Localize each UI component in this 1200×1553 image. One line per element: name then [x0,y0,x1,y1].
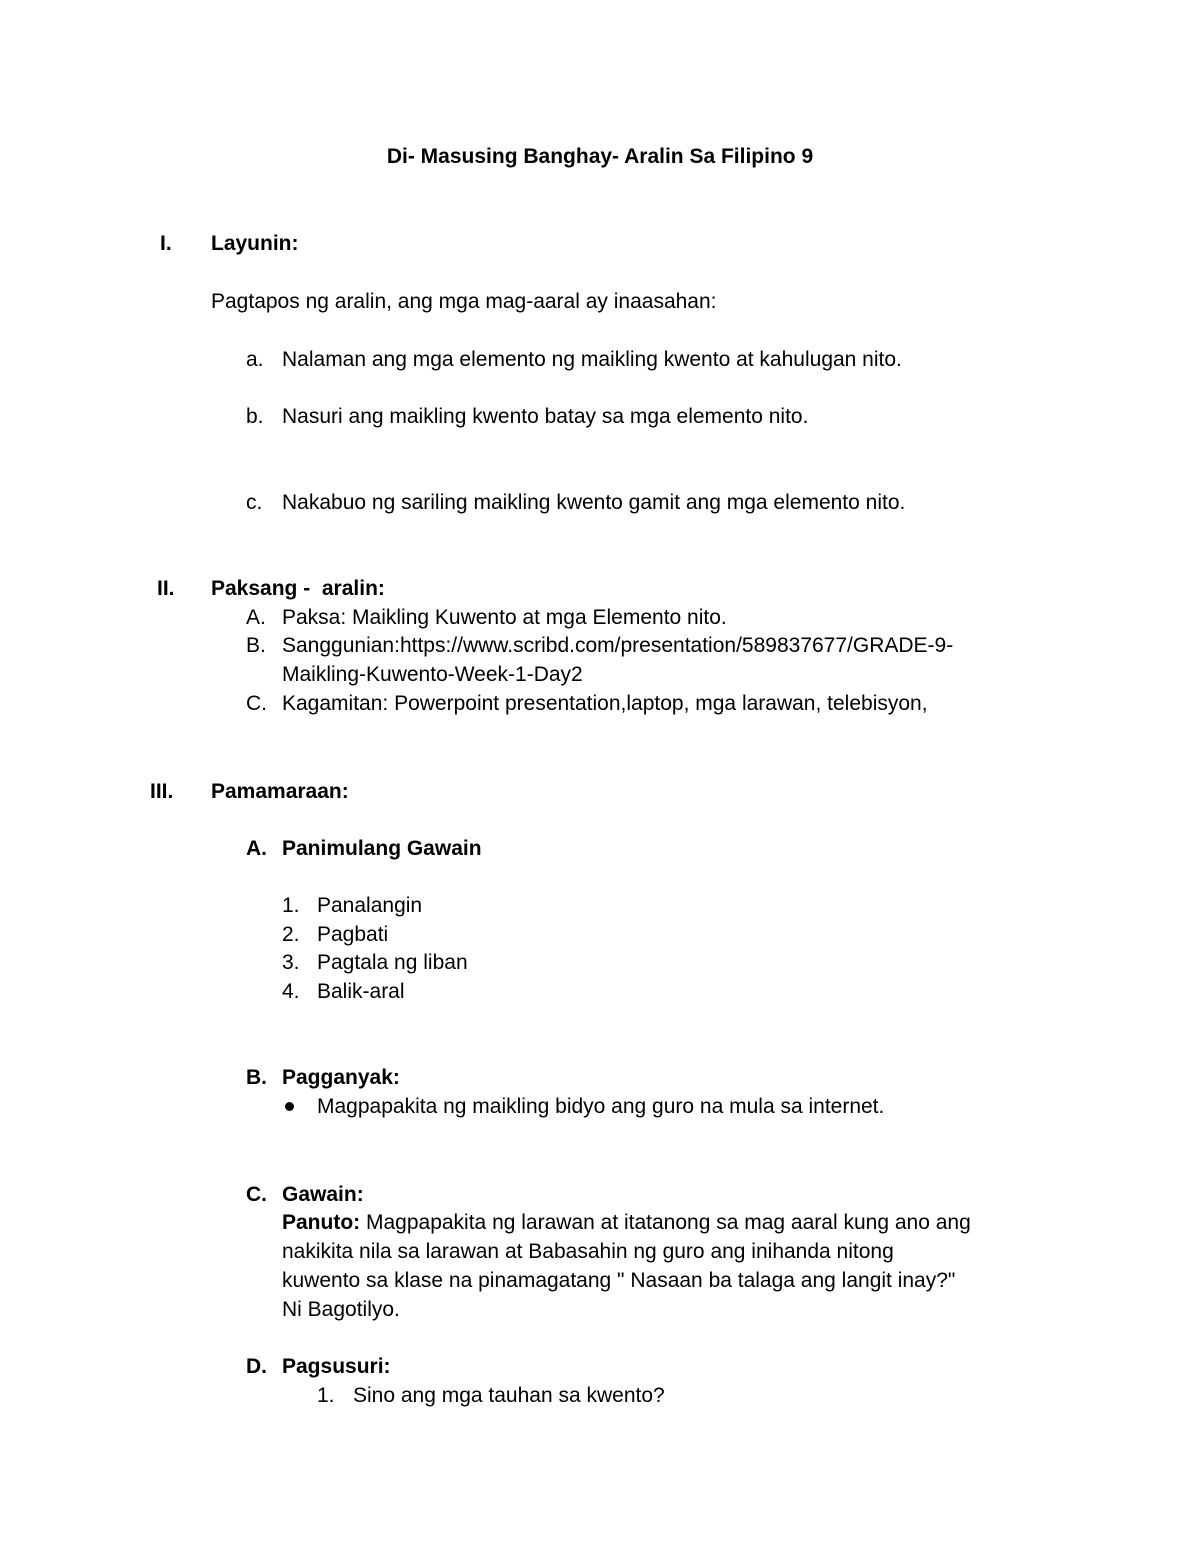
part-b-bullet-text: Magpapakita ng maikling bidyo ang guro na mula sa internet. [317,1095,885,1118]
part-a-marker: A. [246,837,267,860]
instruction-line-3: kuwento sa klase na pinamagatang " Nasaan ba talaga ang langit inay?" [282,1269,956,1292]
instruction-line-4: Ni Bagotilyo. [282,1298,400,1321]
topic-a-marker: A. [246,606,266,629]
topic-c-text: Kagamitan: Powerpoint presentation,laptop, mga larawan, telebisyon, [282,692,928,715]
activity-1-text: Panalangin [317,894,423,917]
section-2-heading: Paksang - aralin: [211,577,385,600]
part-b-heading: Pagganyak: [282,1066,400,1089]
topic-c-marker: C. [246,692,267,715]
objective-b-marker: b. [246,405,264,428]
analysis-1-text: Sino ang mga tauhan sa kwento? [353,1384,665,1407]
activity-4-text: Balik-aral [317,980,405,1003]
objective-c-marker: c. [246,491,263,514]
instruction-line-1 [282,1208,971,1237]
activity-1-marker: 1. [282,894,300,917]
section-3-numeral: III. [150,780,174,803]
bullet-icon [285,1102,294,1111]
activity-2-marker: 2. [282,923,300,946]
instruction-text: Magpapakita ng larawan at itatanong sa mag aaral kung ano ang [360,1211,971,1234]
part-d-heading: Pagsusuri: [282,1355,391,1378]
analysis-1-marker: 1. [317,1384,335,1407]
instruction-line-2: nakikita nila sa larawan at Babasahin ng guro ang inihanda nitong [282,1240,894,1263]
objective-c-text: Nakabuo ng sariling maikling kwento gamit ang mga elemento nito. [282,491,906,514]
instruction-label: Panuto: [282,1211,361,1234]
objective-a-text: Nalaman ang mga elemento ng maikling kwento at kahulugan nito. [282,348,902,371]
activity-3-text: Pagtala ng liban [317,951,468,974]
activity-2-text: Pagbati [317,923,389,946]
topic-b-marker: B. [246,634,266,657]
objective-b-text: Nasuri ang maikling kwento batay sa mga elemento nito. [282,405,809,428]
topic-b-text-continued: Maikling-Kuwento-Week-1-Day2 [282,663,583,686]
section-3-heading: Pamamaraan: [211,780,349,803]
section-2-numeral: II. [157,577,175,600]
topic-a-text: Paksa: Maikling Kuwento at mga Elemento nito. [282,606,727,629]
objective-a-marker: a. [246,348,264,371]
activity-3-marker: 3. [282,951,300,974]
activity-4-marker: 4. [282,980,300,1003]
part-a-heading: Panimulang Gawain [282,837,482,860]
part-c-heading: Gawain: [282,1183,364,1206]
part-c-marker: C. [246,1183,267,1206]
section-1-intro: Pagtapos ng aralin, ang mga mag-aaral ay inaasahan: [211,290,717,313]
page-title: Di- Masusing Banghay- Aralin Sa Filipino 9 [386,145,814,168]
section-1-numeral: I. [160,232,172,255]
part-b-marker: B. [246,1066,267,1089]
section-1-heading: Layunin: [211,232,299,255]
topic-b-text: Sanggunian:https://www.scribd.com/presentation/589837677/GRADE-9- [282,634,954,657]
part-d-marker: D. [246,1355,267,1378]
